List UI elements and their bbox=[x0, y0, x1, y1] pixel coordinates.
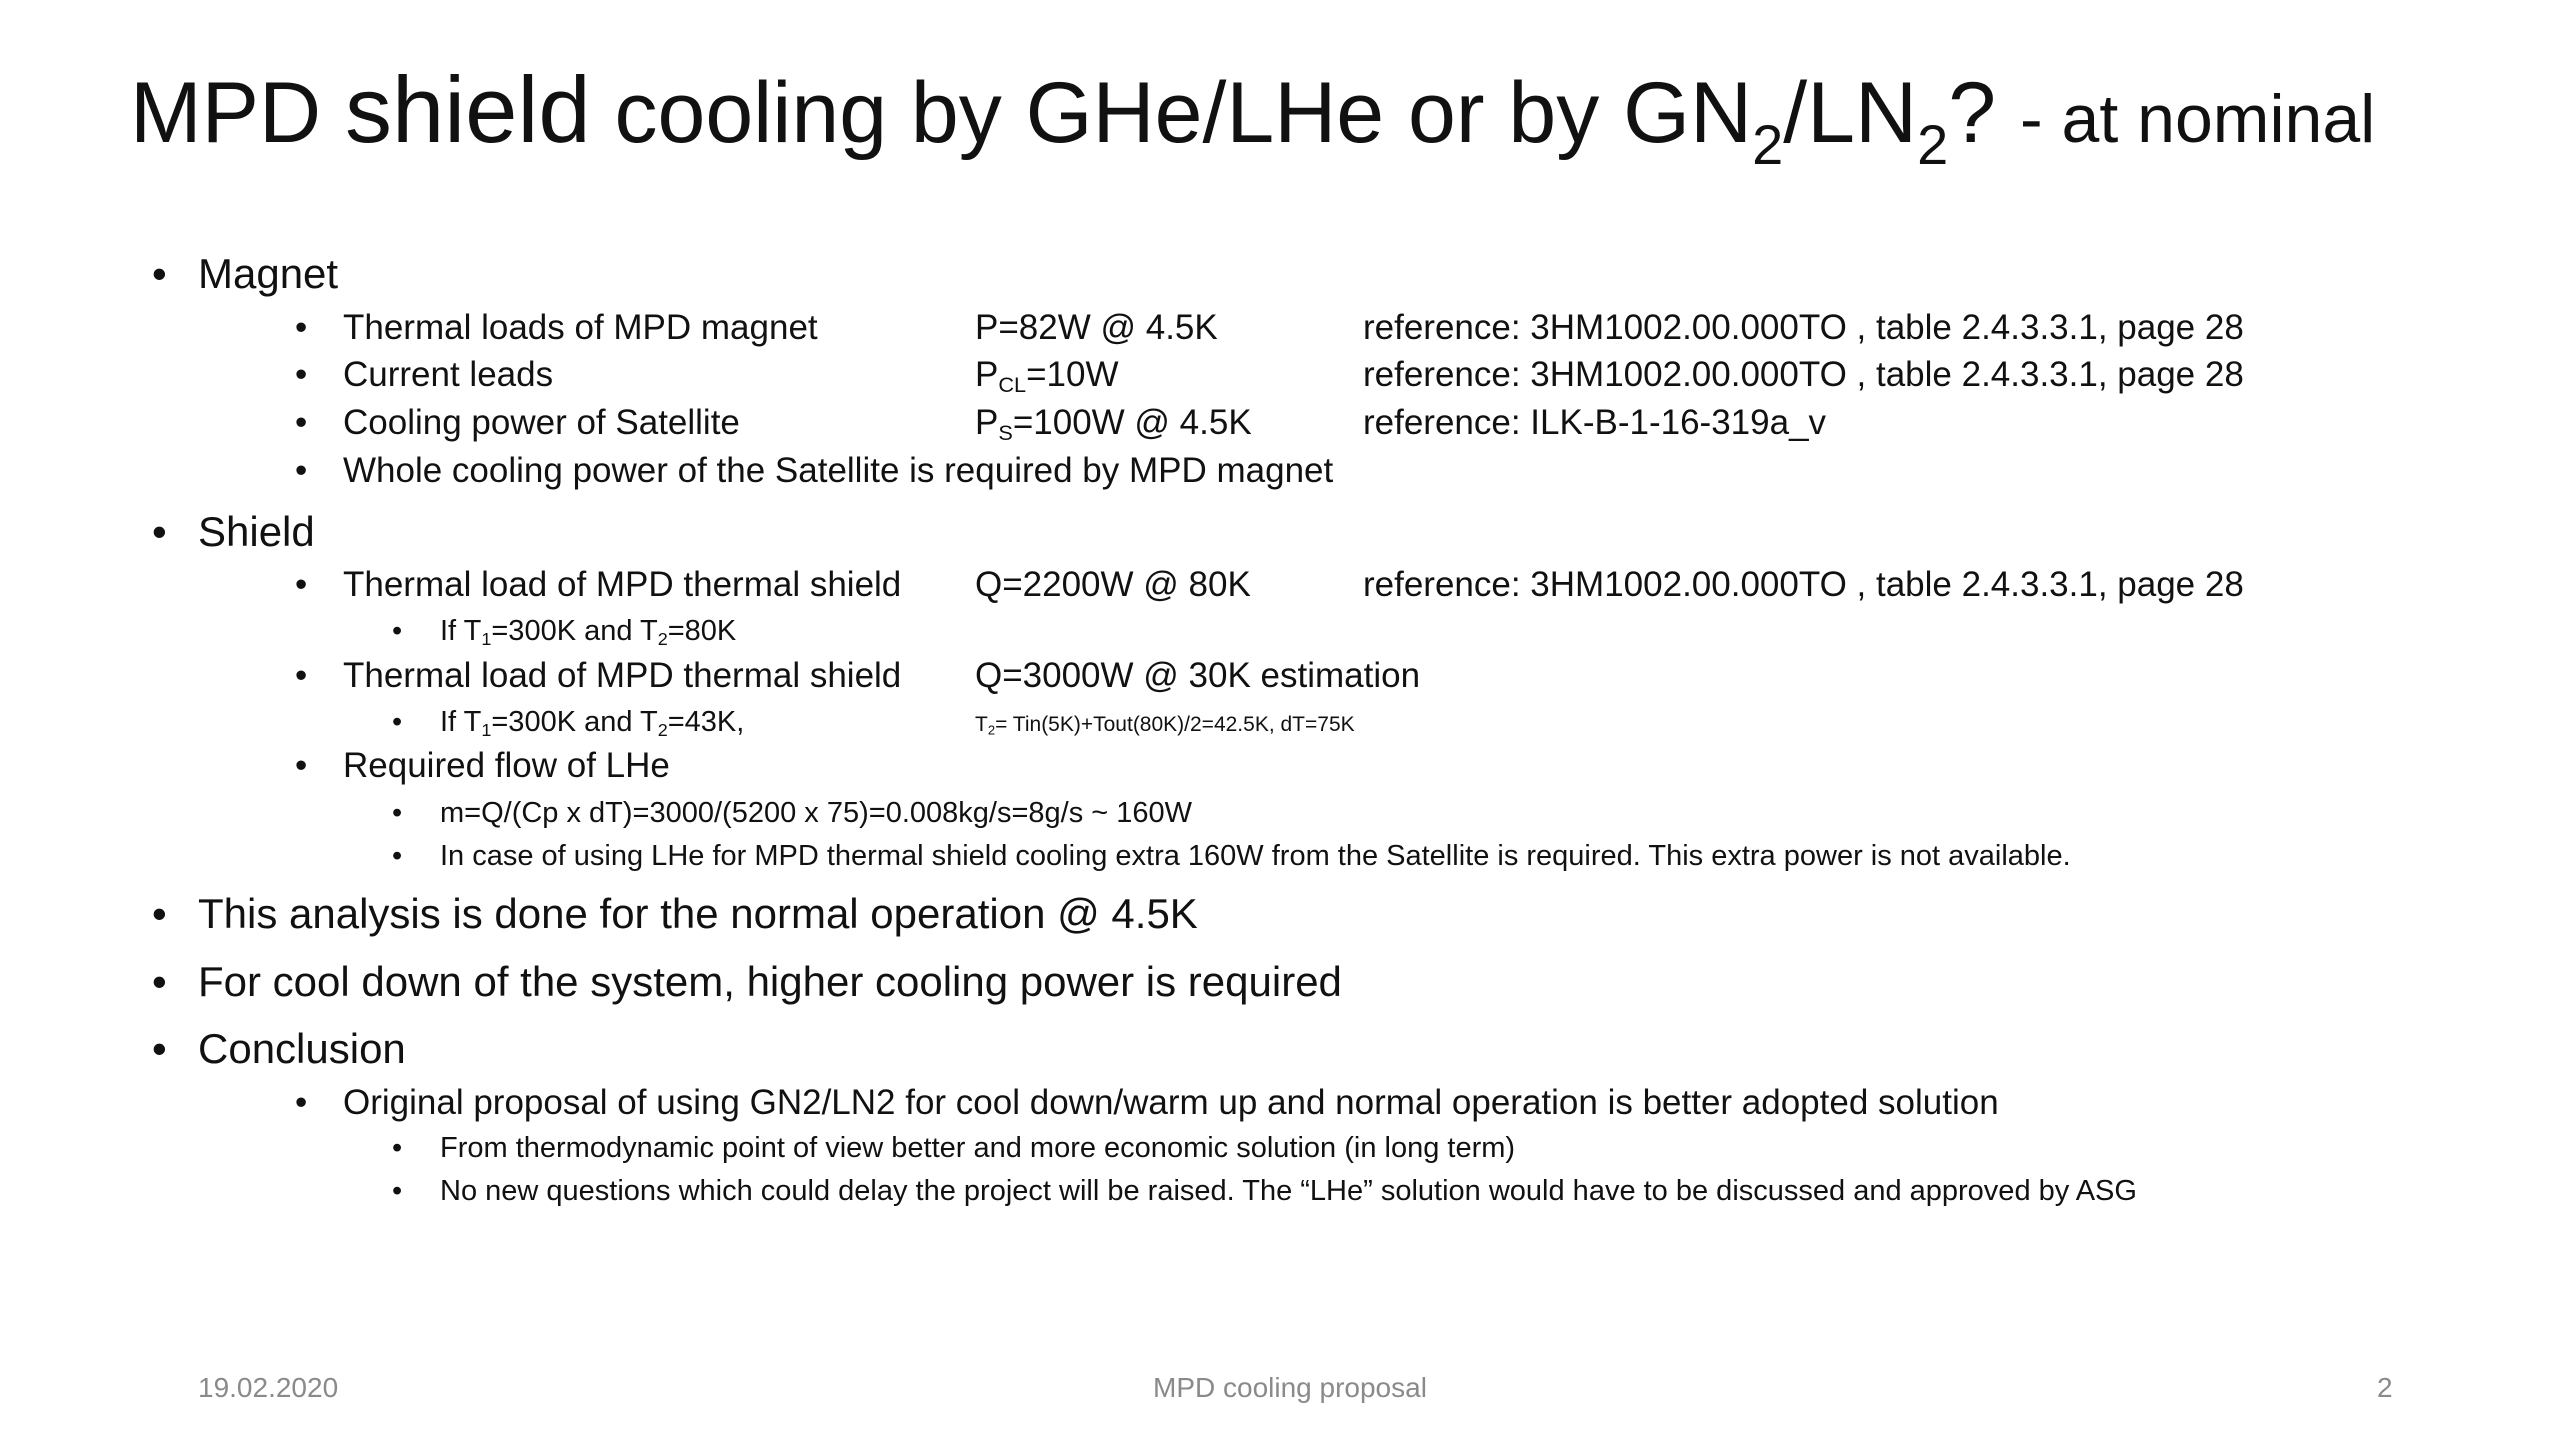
footer-page-number: 2 bbox=[2377, 1372, 2393, 1403]
bullet-text: For cool down of the system, higher cooling power is required bbox=[198, 958, 1342, 1005]
bullet-text: Magnet bbox=[198, 250, 339, 297]
current-leads-value bbox=[975, 355, 1119, 398]
title-text: ? bbox=[1948, 65, 2021, 161]
value-text: =100W @ 4.5K bbox=[1012, 403, 1252, 442]
title-tail: - at nominal bbox=[2020, 81, 2376, 157]
subscript: S bbox=[998, 420, 1013, 446]
bullet-shield bbox=[198, 508, 315, 556]
bullet-text: Thermal loads of MPD magnet bbox=[343, 308, 818, 347]
bullet-text: In case of using LHe for MPD thermal shield cooling extra 160W from the Satellite is required. This extra power is not available. bbox=[440, 840, 2071, 872]
title-text: /LN bbox=[1783, 65, 1918, 161]
bullet-magnet bbox=[198, 250, 338, 298]
bullet-text: From thermodynamic point of view better and more economic solution (in long term) bbox=[440, 1132, 1516, 1164]
thermal-load-1-reference: reference: 3HM1002.00.000TO , table 2.4.3.3.1, page 28 bbox=[1363, 565, 2244, 604]
bullet-thermal-loads bbox=[343, 308, 818, 348]
title-text: MPD bbox=[130, 65, 345, 161]
bullet-condition-1 bbox=[440, 615, 736, 648]
bullet-text: Original proposal of using GN2/LN2 for cool down/warm up and normal operation is better adopted solution bbox=[343, 1083, 1999, 1122]
bullet-thermal-load-2 bbox=[343, 656, 901, 696]
temperature-note bbox=[975, 713, 1355, 737]
bullet-condition-2 bbox=[440, 706, 744, 739]
text: =300K and T bbox=[491, 615, 658, 647]
bullet-conclusion bbox=[198, 1025, 406, 1073]
text: =43K, bbox=[667, 706, 745, 738]
text: =300K and T bbox=[491, 706, 658, 738]
symbol: P bbox=[975, 355, 999, 394]
subscript: 2 bbox=[657, 629, 668, 650]
subscript: 2 bbox=[657, 720, 668, 741]
bullet-text: No new questions which could delay the project will be raised. The “LHe” solution would have to be discussed and approved by ASG bbox=[440, 1175, 2137, 1207]
bullet-text: Thermal load of MPD thermal shield bbox=[343, 656, 902, 695]
cooling-power-value bbox=[975, 403, 1252, 446]
bullet-thermal-load-1 bbox=[343, 565, 901, 605]
bullet-analysis bbox=[198, 890, 1198, 938]
thermal-loads-value: P=82W @ 4.5K bbox=[975, 308, 1218, 347]
bullet-text: Current leads bbox=[343, 355, 554, 394]
subscript: CL bbox=[998, 372, 1027, 398]
bullet-current-leads bbox=[343, 355, 553, 395]
bullet-cooldown bbox=[198, 958, 1342, 1006]
text: =80K bbox=[667, 615, 737, 647]
slide-title bbox=[130, 57, 2376, 176]
bullet-point-2 bbox=[440, 1175, 2137, 1208]
text: T bbox=[975, 713, 988, 736]
cooling-power-reference: reference: ILK-B-1-16-319a_v bbox=[1363, 403, 1827, 442]
title-text: cooling by GHe/LHe or by GN bbox=[590, 65, 1753, 161]
bullet-text: Cooling power of Satellite bbox=[343, 403, 740, 442]
bullet-whole-cooling bbox=[343, 451, 1333, 491]
title-shield-word: shield bbox=[345, 57, 591, 162]
bullet-flow-case bbox=[440, 840, 2071, 873]
title-subscript: 2 bbox=[1752, 113, 1784, 176]
bullet-text: Whole cooling power of the Satellite is required by MPD magnet bbox=[343, 451, 1334, 490]
current-leads-reference: reference: 3HM1002.00.000TO , table 2.4.3.3.1, page 28 bbox=[1363, 355, 2244, 394]
bullet-text: m=Q/(Cp x dT)=3000/(5200 x 75)=0.008kg/s=8g/s ~ 160W bbox=[440, 797, 1193, 829]
bullet-text: Thermal load of MPD thermal shield bbox=[343, 565, 902, 604]
thermal-load-2-value: Q=3000W @ 30K estimation bbox=[975, 656, 1421, 695]
symbol: P bbox=[975, 403, 999, 442]
thermal-load-1-value: Q=2200W @ 80K bbox=[975, 565, 1251, 604]
subscript: 2 bbox=[987, 722, 996, 738]
text: = Tin(5K)+Tout(80K)/2=42.5K, dT=75K bbox=[995, 713, 1355, 736]
footer-title: MPD cooling proposal bbox=[1153, 1372, 1427, 1403]
bullet-text: Required flow of LHe bbox=[343, 746, 670, 785]
bullet-text: Conclusion bbox=[198, 1025, 406, 1072]
subscript: 1 bbox=[481, 629, 492, 650]
bullet-flow-calc bbox=[440, 797, 1192, 830]
bullet-proposal bbox=[343, 1083, 1999, 1123]
bullet-point-1 bbox=[440, 1132, 1515, 1165]
bullet-required-flow bbox=[343, 746, 670, 786]
thermal-loads-reference: reference: 3HM1002.00.000TO , table 2.4.3.3.1, page 28 bbox=[1363, 308, 2244, 347]
text: If T bbox=[440, 706, 482, 738]
subscript: 1 bbox=[481, 720, 492, 741]
bullet-cooling-power bbox=[343, 403, 740, 443]
title-subscript: 2 bbox=[1917, 113, 1949, 176]
footer-date: 19.02.2020 bbox=[198, 1372, 339, 1403]
bullet-text: This analysis is done for the normal operation @ 4.5K bbox=[198, 890, 1198, 937]
text: If T bbox=[440, 615, 482, 647]
bullet-text: Shield bbox=[198, 508, 315, 555]
value-text: =10W bbox=[1026, 355, 1119, 394]
